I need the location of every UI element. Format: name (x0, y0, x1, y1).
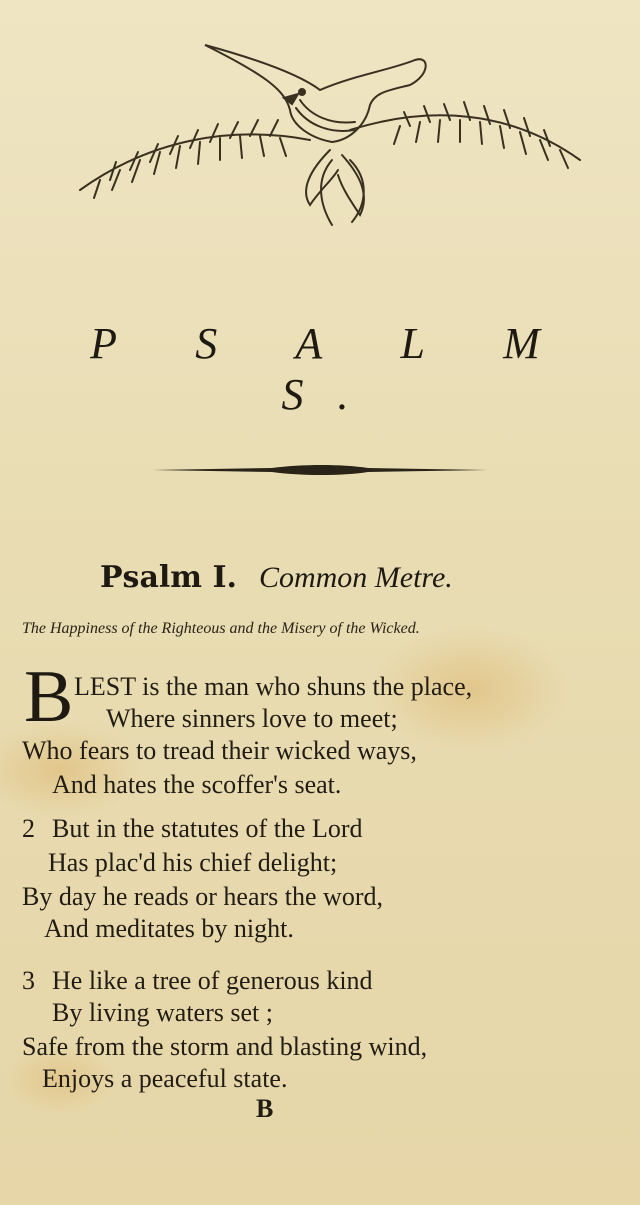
psalm-subtitle: The Happiness of the Righteous and the Misery of the Wicked. (22, 620, 420, 637)
verse-line: But in the statutes of the Lord (52, 814, 363, 843)
bird-ornament-icon (70, 30, 590, 230)
verse-number: 2 (22, 814, 35, 843)
drop-cap: B (24, 656, 74, 738)
ornamental-rule (152, 462, 488, 478)
verse-line: By living waters set ; (52, 998, 273, 1027)
verse-line: Safe from the storm and blasting wind, (22, 1032, 428, 1061)
verse-number: 3 (22, 966, 35, 995)
verse-line: Enjoys a peaceful state. (42, 1064, 288, 1093)
psalm-metre: Common Metre. (258, 561, 453, 594)
verse-line: Who fears to tread their wicked ways, (22, 736, 417, 765)
psalm-name: Psalm I. (100, 560, 237, 595)
psalm-heading (100, 560, 600, 595)
signature-mark: B (256, 1094, 274, 1123)
verse-line: Has plac'd his chief delight; (48, 848, 338, 877)
verse-line: LEST is the man who shuns the place, (74, 672, 473, 701)
verse-line: And meditates by night. (44, 914, 294, 943)
verse-line: He like a tree of generous kind (52, 966, 373, 995)
verse-line: By day he reads or hears the word, (22, 882, 383, 911)
verse-line: Where sinners love to meet; (106, 704, 398, 733)
verse-line: And hates the scoffer's seat. (52, 770, 342, 799)
page-title: P S A L M S. (90, 319, 574, 419)
